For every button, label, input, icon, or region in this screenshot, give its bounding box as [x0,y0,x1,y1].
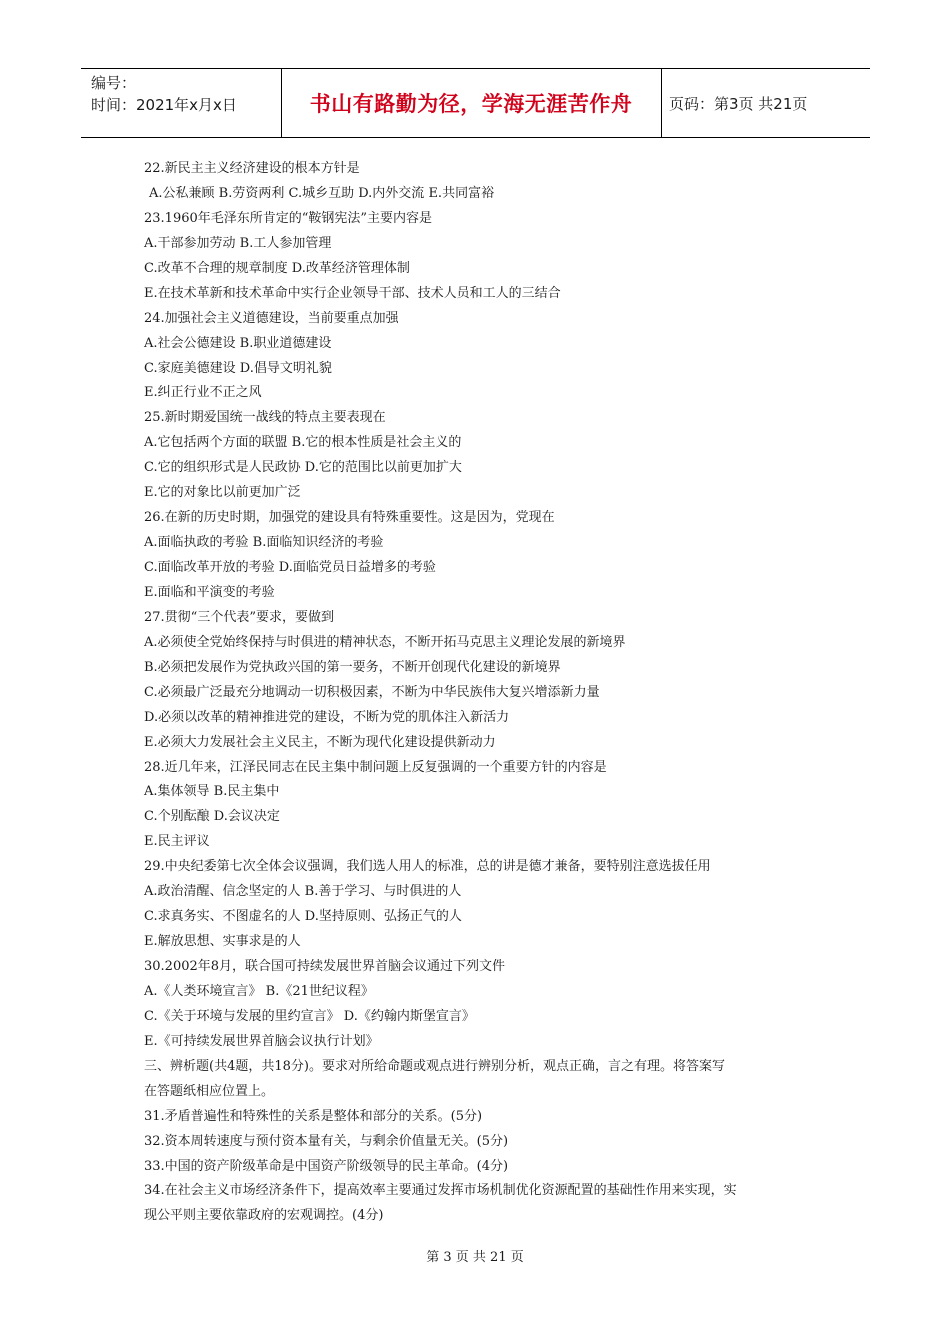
option-line: E.解放思想、实事求是的人 [144,934,301,950]
question-line: 25.新时期爱国统一战线的特点主要表现在 [144,410,386,426]
section-heading: 三、辨析题(共4题，共18分)。要求对所给命题或观点进行辨别分析，观点正确，言之有理。将答案写 [144,1058,725,1074]
page-footer: 第 3 页 共 21 页 [426,1250,524,1265]
question-line: 34.在社会主义市场经济条件下，提高效率主要通过发挥市场机制优化资源配置的基础性作用来实现，实 [144,1183,737,1199]
option-line: B.必须把发展作为党执政兴国的第一要务，不断开创现代化建设的新境界 [144,659,561,675]
option-line: E.民主评议 [144,834,210,850]
question-line: 30.2002年8月，联合国可持续发展世界首脑会议通过下列文件 [144,959,506,974]
question-line: 27.贯彻“三个代表”要求，要做到 [144,609,334,625]
option-line: A.《人类环境宣言》 B.《21世纪议程》 [144,983,374,999]
header-page-cell [661,69,870,137]
option-line: E.纠正行业不正之风 [144,385,262,401]
option-line: C.必须最广泛最充分地调动一切积极因素，不断为中华民族伟大复兴增添新力量 [144,684,600,700]
document-body [144,157,814,1229]
motto-text: 书山有路勤为径，学海无涯苦作舟 [309,92,633,116]
option-line: A.集体领导 B.民主集中 [144,784,280,800]
option-line: C.求真务实、不图虚名的人 D.坚持原则、弘扬正气的人 [144,909,462,925]
option-line: A.干部参加劳动 B.工人参加管理 [144,235,332,251]
question-line: 28.近几年来，江泽民同志在民主集中制问题上反复强调的一个重要方针的内容是 [144,759,607,775]
question-line: 31.矛盾普遍性和特殊性的关系是整体和部分的关系。(5分) [144,1108,483,1124]
option-line: A.社会公德建设 B.职业道德建设 [144,335,332,351]
option-line: E.必须大力发展社会主义民主，不断为现代化建设提供新动力 [144,734,496,750]
question-line-cont: 现公平则主要依靠政府的宏观调控。(4分) [144,1208,384,1224]
option-line: C.家庭美德建设 D.倡导文明礼貌 [144,360,332,376]
option-line: E.它的对象比以前更加广泛 [144,485,301,501]
number-label: 编号： [91,74,137,92]
option-line: E.面临和平演变的考验 [144,584,275,600]
option-line: D.必须以改革的精神推进党的建设，不断为党的肌体注入新活力 [144,709,510,725]
section-heading-cont: 在答题纸相应位置上。 [144,1083,275,1099]
header-motto-cell [281,69,662,137]
option-line: C.《关于环境与发展的里约宣言》 D.《约翰内斯堡宣言》 [144,1008,475,1024]
date-label: 时间：2021年x月x日 [91,96,237,114]
question-line: 22.新民主主义经济建设的根本方针是 [144,161,360,176]
page-label: 页码：第3页 共21页 [669,94,808,113]
question-line: 29.中央纪委第七次全体会议强调，我们选人用人的标准，总的讲是德才兼备，要特别注意选拔任用 [144,859,711,875]
option-line: C.面临改革开放的考验 D.面临党员日益增多的考验 [144,560,436,575]
option-line: A.公私兼顾 B.劳资两利 C.城乡互助 D.内外交流 E.共同富裕 [149,185,495,201]
option-line: A.政治清醒、信念坚定的人 B.善于学习、与时俱进的人 [144,884,462,900]
question-line: 26.在新的历史时期，加强党的建设具有特殊重要性。这是因为，党现在 [144,510,555,526]
option-line: C.它的组织形式是人民政协 D.它的范围比以前更加扩大 [144,460,462,476]
option-line: A.面临执政的考验 B.面临知识经济的考验 [144,535,384,551]
option-line: A.必须使全党始终保持与时俱进的精神状态，不断开拓马克思主义理论发展的新境界 [144,634,626,650]
question-line: 23.1960年毛泽东所肯定的“鞍钢宪法”主要内容是 [144,210,433,226]
option-line: C.个别酝酿 D.会议决定 [144,809,280,825]
option-line: E.《可持续发展世界首脑会议执行计划》 [144,1033,379,1049]
header-info-cell [81,69,282,137]
option-line: C.改革不合理的规章制度 D.改革经济管理体制 [144,260,410,276]
option-line: A.它包括两个方面的联盟 B.它的根本性质是社会主义的 [144,435,462,451]
question-line: 32.资本周转速度与预付资本量有关，与剩余价值量无关。(5分) [144,1133,509,1149]
page-header [81,68,870,138]
question-line: 33.中国的资产阶级革命是中国资产阶级领导的民主革命。(4分) [144,1158,509,1174]
option-line: E.在技术革新和技术革命中实行企业领导干部、技术人员和工人的三结合 [144,285,561,301]
question-line: 24.加强社会主义道德建设，当前要重点加强 [144,310,399,326]
